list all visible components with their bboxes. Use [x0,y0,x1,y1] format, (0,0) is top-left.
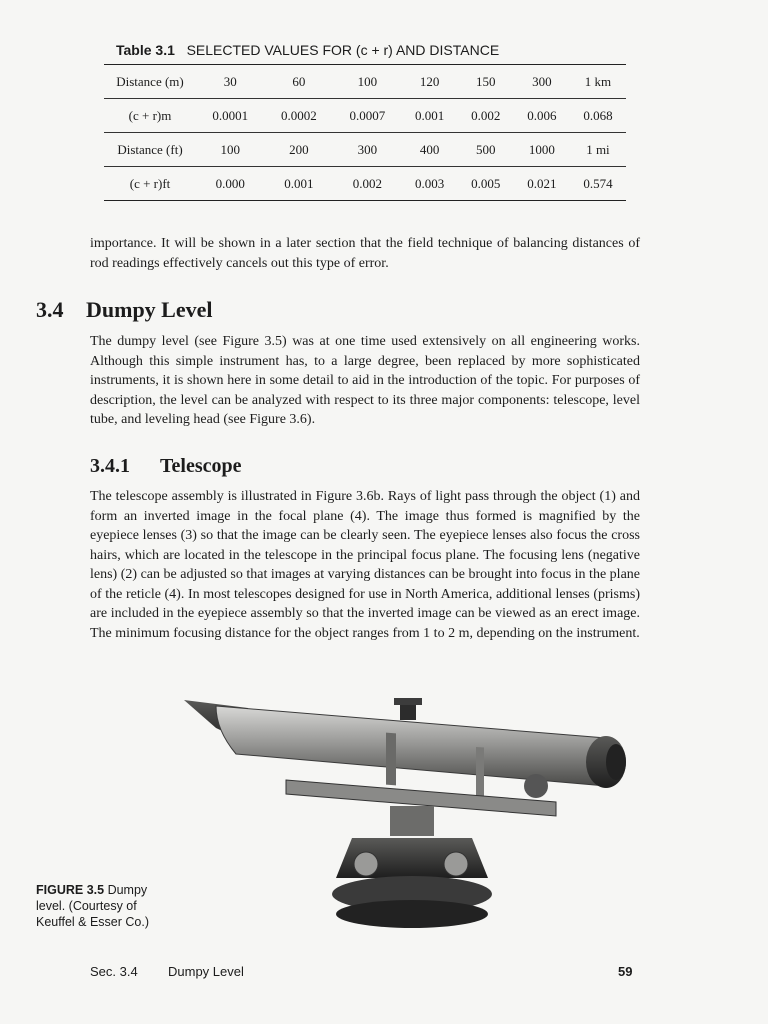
table-cell: 0.006 [514,99,570,133]
subsection-paragraph: The telescope assembly is illustrated in Figure 3.6b. Rays of light pass through the object (1) and form an inverted image in the focal plane (4). The image thus formed is magnified by the eyepiece lenses (3) so that the image can be clearly seen. The eyepiece lenses also focus the cross hairs, which are located in the telescope in the principal focus plane. The focusing lens (negative lens) (2) can be adjusted so that images at varying distances can be brought into focus in the plane of the reticle (4). In most telescopes designed for use in North America, additional lenses (prisms) are included in the eyepiece assembly so that the inverted image can be viewed as an erect image. The minimum focusing distance for the object ranges from 1 to 2 m, depending on the instrument. [90,489,640,641]
table-cell: 300 [514,65,570,99]
table-cell: 200 [265,133,334,167]
table-cell: 0.001 [402,99,458,133]
table-cell: 0.005 [458,167,514,201]
dumpy-level-photo [176,688,646,938]
footer-title: Dumpy Level [168,964,244,979]
table-cell: 0.001 [265,167,334,201]
table-cell: 60 [265,65,334,99]
subsection-title: Telescope [160,455,242,477]
table-cell: 0.000 [196,167,265,201]
subsection-number: 3.4.1 [90,455,130,477]
row-header-cell: (c + r)m [104,99,196,133]
table-title: SELECTED VALUES FOR (c + r) AND DISTANCE [186,42,500,58]
table-cell: 300 [333,133,402,167]
intro-paragraph: importance. It will be shown in a later section that the field technique of balancing distances of rod readings effectively cancels out this type of error. [90,236,640,271]
page-number: 59 [618,964,633,979]
table-cell: 0.002 [333,167,402,201]
table-cell: 0.0002 [265,99,334,133]
row-header-cell: Distance (ft) [104,133,196,167]
section-heading [36,297,213,323]
footer-section: Sec. 3.4 [90,964,138,979]
table-cell: 500 [458,133,514,167]
table-cell: 0.574 [570,167,626,201]
table-cell: 400 [402,133,458,167]
table-cell: 0.003 [402,167,458,201]
table-row [104,99,626,133]
row-header-cell: (c + r)ft [104,167,196,201]
table-row [104,167,626,201]
section-title: Dumpy Level [86,297,213,322]
table-cell: 120 [402,65,458,99]
table-cell: 0.0007 [333,99,402,133]
table-cell: 1000 [514,133,570,167]
table-cell: 1 mi [570,133,626,167]
table-row [104,133,626,167]
subsection-heading [90,455,241,478]
figure-caption [36,882,176,930]
table-caption [116,42,499,58]
figure-label: FIGURE 3.5 [36,883,105,897]
table-cell: 0.0001 [196,99,265,133]
table-cell: 150 [458,65,514,99]
table-cell: 30 [196,65,265,99]
table-cell: 100 [196,133,265,167]
table-cell: 1 km [570,65,626,99]
table-label: Table 3.1 [116,42,175,58]
section-paragraph: The dumpy level (see Figure 3.5) was at one time used extensively on all engineering works. Although this simple instrument has, to a large degree, been replaced by more sophisticated instruments, it is shown here in some detail to aid in the introduction of the topic. For purposes of description, the level can be analyzed with respect to its three major components: telescope, level tube, and leveling head (see Figure 3.6). [90,334,640,427]
section-number: 3.4 [36,297,64,322]
figure-caption-text: Dumpy level. (Courtesy of Keuffel & Esser Co.) [36,883,150,929]
table-cell: 0.068 [570,99,626,133]
table-row [104,65,626,99]
row-header-cell: Distance (m) [104,65,196,99]
table-cell: 0.002 [458,99,514,133]
table-cell: 100 [333,65,402,99]
values-table [104,64,626,201]
table-cell: 0.021 [514,167,570,201]
